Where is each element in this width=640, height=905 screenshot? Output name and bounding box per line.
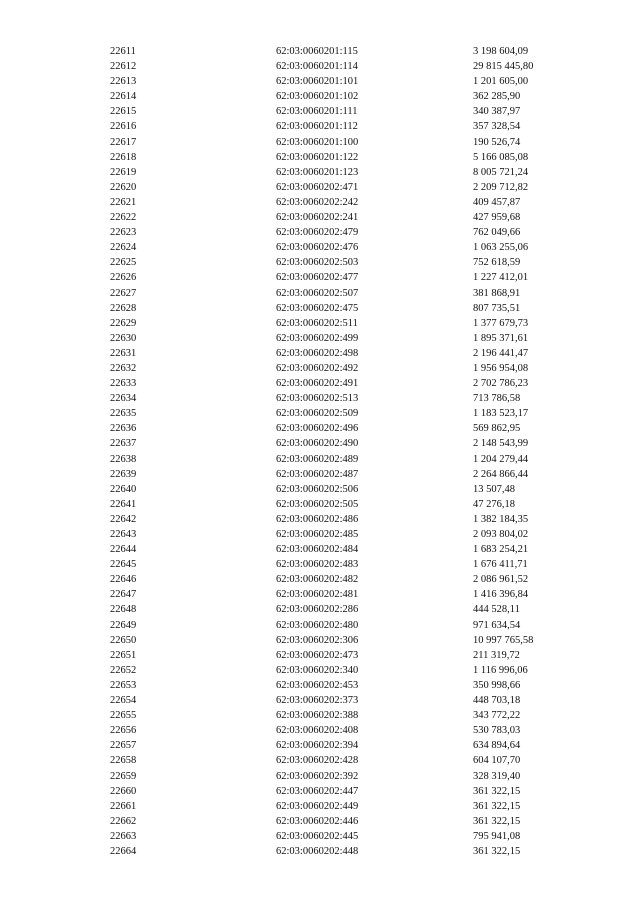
cadastral-number: 62:03:0060202:394	[276, 740, 359, 752]
cadastral-number: 62:03:0060202:513	[276, 393, 359, 405]
table-row	[0, 829, 640, 844]
table-row	[0, 301, 640, 316]
cadastral-number: 62:03:0060202:476	[276, 242, 359, 254]
row-number: 22643	[110, 529, 137, 540]
cadastral-value: 211 319,72	[473, 649, 520, 661]
cadastral-value: 2 093 804,02	[473, 529, 529, 540]
table-row	[0, 753, 640, 768]
cadastral-number: 62:03:0060202:447	[276, 785, 359, 797]
cadastral-value: 2 209 712,82	[473, 181, 529, 193]
cadastral-number: 62:03:0060202:388	[276, 710, 359, 722]
cadastral-value-table	[0, 44, 640, 859]
cadastral-value: 13 507,48	[473, 483, 515, 495]
cadastral-value: 10 997 765,58	[473, 634, 534, 646]
cadastral-value: 2 196 441,47	[473, 347, 529, 359]
table-row	[0, 286, 640, 301]
cadastral-number: 62:03:0060202:242	[276, 196, 359, 208]
cadastral-number: 62:03:0060202:477	[276, 272, 359, 284]
cadastral-value: 350 998,66	[473, 679, 521, 691]
row-number: 22656	[110, 725, 137, 737]
row-number: 22625	[110, 257, 137, 269]
cadastral-number: 62:03:0060202:491	[276, 378, 359, 390]
row-number: 22658	[110, 755, 137, 767]
table-row	[0, 814, 640, 829]
table-row	[0, 708, 640, 723]
row-number: 22644	[110, 544, 137, 556]
cadastral-number: 62:03:0060202:475	[276, 302, 359, 314]
cadastral-number: 62:03:0060202:496	[276, 423, 359, 435]
table-row	[0, 784, 640, 799]
row-number: 22621	[110, 196, 137, 208]
row-number: 22622	[110, 212, 137, 224]
cadastral-number: 62:03:0060201:123	[276, 166, 359, 178]
cadastral-number: 62:03:0060202:449	[276, 800, 359, 812]
row-number: 22636	[110, 423, 137, 435]
cadastral-number: 62:03:0060202:509	[276, 408, 359, 420]
cadastral-value: 340 387,97	[473, 106, 521, 118]
cadastral-number: 62:03:0060202:473	[276, 649, 359, 661]
table-row	[0, 150, 640, 165]
row-number: 22646	[110, 574, 137, 586]
table-row	[0, 240, 640, 255]
cadastral-number: 62:03:0060202:511	[276, 317, 358, 329]
row-number: 22641	[110, 498, 137, 510]
cadastral-number: 62:03:0060202:340	[276, 664, 359, 676]
cadastral-number: 62:03:0060202:448	[276, 845, 359, 857]
cadastral-number: 62:03:0060201:115	[276, 46, 358, 57]
cadastral-number: 62:03:0060202:485	[276, 529, 359, 540]
table-row	[0, 693, 640, 708]
cadastral-value: 634 894,64	[473, 740, 521, 752]
cadastral-value: 29 815 445,80	[473, 61, 534, 73]
table-row	[0, 406, 640, 421]
cadastral-value: 1 416 396,84	[473, 589, 529, 601]
row-number: 22613	[110, 76, 137, 88]
cadastral-value: 807 735,51	[473, 302, 521, 314]
row-number: 22632	[110, 362, 137, 374]
table-row	[0, 316, 640, 331]
cadastral-value: 2 702 786,23	[473, 378, 529, 390]
row-number: 22614	[110, 91, 137, 103]
cadastral-value: 2 264 866,44	[473, 468, 529, 480]
table-row	[0, 467, 640, 482]
cadastral-value: 361 322,15	[473, 845, 521, 857]
table-row	[0, 195, 640, 210]
table-row	[0, 527, 640, 542]
cadastral-value: 190 526,74	[473, 136, 521, 148]
table-row	[0, 346, 640, 361]
cadastral-number: 62:03:0060202:428	[276, 755, 359, 767]
cadastral-value: 343 772,22	[473, 710, 521, 722]
cadastral-value: 3 198 604,09	[473, 46, 529, 57]
cadastral-number: 62:03:0060202:499	[276, 332, 359, 344]
cadastral-value: 1 204 279,44	[473, 453, 529, 465]
row-number: 22616	[110, 121, 137, 133]
row-number: 22640	[110, 483, 137, 495]
table-row	[0, 557, 640, 572]
table-row	[0, 331, 640, 346]
cadastral-value: 2 148 543,99	[473, 438, 529, 450]
cadastral-value: 713 786,58	[473, 393, 521, 405]
cadastral-number: 62:03:0060202:505	[276, 498, 359, 510]
cadastral-number: 62:03:0060202:484	[276, 544, 359, 556]
table-row	[0, 799, 640, 814]
row-number: 22626	[110, 272, 137, 284]
cadastral-number: 62:03:0060202:489	[276, 453, 359, 465]
row-number: 22634	[110, 393, 137, 405]
cadastral-value: 2 086 961,52	[473, 574, 529, 586]
row-number: 22645	[110, 559, 137, 571]
row-number: 22630	[110, 332, 137, 344]
cadastral-number: 62:03:0060202:486	[276, 513, 359, 525]
cadastral-number: 62:03:0060202:481	[276, 589, 359, 601]
row-number: 22637	[110, 438, 137, 450]
row-number: 22664	[110, 845, 137, 857]
cadastral-number: 62:03:0060201:111	[276, 106, 358, 118]
row-number: 22651	[110, 649, 137, 661]
cadastral-value: 1 683 254,21	[473, 544, 529, 556]
table-row	[0, 618, 640, 633]
row-number: 22659	[110, 770, 137, 782]
cadastral-value: 444 528,11	[473, 604, 520, 616]
cadastral-number: 62:03:0060202:446	[276, 815, 359, 827]
row-number: 22663	[110, 830, 137, 842]
cadastral-number: 62:03:0060202:392	[276, 770, 359, 782]
table-row	[0, 270, 640, 285]
row-number: 22642	[110, 513, 137, 525]
cadastral-value: 448 703,18	[473, 695, 521, 707]
row-number: 22648	[110, 604, 137, 616]
cadastral-number: 62:03:0060202:482	[276, 574, 359, 586]
row-number: 22635	[110, 408, 137, 420]
cadastral-value: 1 895 371,61	[473, 332, 529, 344]
cadastral-number: 62:03:0060202:373	[276, 695, 359, 707]
row-number: 22627	[110, 287, 137, 299]
cadastral-value: 604 107,70	[473, 755, 521, 767]
table-row	[0, 165, 640, 180]
cadastral-value: 1 201 605,00	[473, 76, 529, 88]
cadastral-value: 381 868,91	[473, 287, 521, 299]
cadastral-number: 62:03:0060201:102	[276, 91, 359, 103]
cadastral-value: 569 862,95	[473, 423, 521, 435]
cadastral-number: 62:03:0060202:487	[276, 468, 359, 480]
table-row	[0, 633, 640, 648]
cadastral-value: 47 276,18	[473, 498, 515, 510]
cadastral-number: 62:03:0060201:100	[276, 136, 359, 148]
cadastral-value: 362 285,90	[473, 91, 521, 103]
cadastral-number: 62:03:0060202:479	[276, 227, 359, 239]
cadastral-value: 361 322,15	[473, 800, 521, 812]
table-row	[0, 512, 640, 527]
table-row	[0, 738, 640, 753]
cadastral-value: 971 634,54	[473, 619, 521, 631]
cadastral-value: 427 959,68	[473, 212, 521, 224]
table-row	[0, 497, 640, 512]
cadastral-value: 361 322,15	[473, 815, 521, 827]
row-number: 22618	[110, 151, 137, 163]
table-row	[0, 59, 640, 74]
table-row	[0, 89, 640, 104]
row-number: 22617	[110, 136, 137, 148]
cadastral-number: 62:03:0060202:498	[276, 347, 359, 359]
row-number: 22619	[110, 166, 137, 178]
table-row	[0, 135, 640, 150]
cadastral-value: 1 183 523,17	[473, 408, 529, 420]
cadastral-number: 62:03:0060202:445	[276, 830, 359, 842]
cadastral-value: 361 322,15	[473, 785, 521, 797]
table-row	[0, 452, 640, 467]
cadastral-number: 62:03:0060201:101	[276, 76, 359, 88]
cadastral-value: 530 783,03	[473, 725, 521, 737]
cadastral-number: 62:03:0060202:453	[276, 679, 359, 691]
cadastral-value: 752 618,59	[473, 257, 521, 269]
row-number: 22661	[110, 800, 137, 812]
cadastral-number: 62:03:0060201:112	[276, 121, 358, 133]
cadastral-number: 62:03:0060201:122	[276, 151, 359, 163]
cadastral-value: 1 227 412,01	[473, 272, 529, 284]
table-row	[0, 602, 640, 617]
cadastral-number: 62:03:0060202:492	[276, 362, 359, 374]
row-number: 22628	[110, 302, 137, 314]
cadastral-number: 62:03:0060202:490	[276, 438, 359, 450]
table-row	[0, 572, 640, 587]
row-number: 22647	[110, 589, 137, 601]
row-number: 22633	[110, 378, 137, 390]
table-row	[0, 180, 640, 195]
table-row	[0, 255, 640, 270]
table-row	[0, 678, 640, 693]
row-number: 22653	[110, 679, 137, 691]
cadastral-value: 795 941,08	[473, 830, 521, 842]
cadastral-value: 1 956 954,08	[473, 362, 529, 374]
table-row	[0, 225, 640, 240]
table-row	[0, 104, 640, 119]
cadastral-number: 62:03:0060202:471	[276, 181, 359, 193]
row-number: 22624	[110, 242, 137, 254]
table-row	[0, 210, 640, 225]
table-row	[0, 376, 640, 391]
row-number: 22639	[110, 468, 137, 480]
cadastral-number: 62:03:0060201:114	[276, 61, 358, 73]
table-row	[0, 648, 640, 663]
table-row	[0, 361, 640, 376]
table-row	[0, 391, 640, 406]
table-row	[0, 663, 640, 678]
cadastral-value: 1 063 255,06	[473, 242, 529, 254]
row-number: 22652	[110, 664, 137, 676]
cadastral-number: 62:03:0060202:408	[276, 725, 359, 737]
row-number: 22629	[110, 317, 137, 329]
table-row	[0, 74, 640, 89]
table-row	[0, 587, 640, 602]
cadastral-value: 409 457,87	[473, 196, 521, 208]
cadastral-number: 62:03:0060202:506	[276, 483, 359, 495]
cadastral-value: 5 166 085,08	[473, 151, 529, 163]
row-number: 22660	[110, 785, 137, 797]
row-number: 22650	[110, 634, 137, 646]
cadastral-number: 62:03:0060202:306	[276, 634, 359, 646]
row-number: 22612	[110, 61, 137, 73]
cadastral-value: 1 377 679,73	[473, 317, 529, 329]
row-number: 22611	[110, 46, 136, 57]
table-row	[0, 421, 640, 436]
cadastral-value: 357 328,54	[473, 121, 521, 133]
row-number: 22657	[110, 740, 137, 752]
row-number: 22623	[110, 227, 137, 239]
cadastral-value: 1 676 411,71	[473, 559, 528, 571]
cadastral-number: 62:03:0060202:286	[276, 604, 359, 616]
cadastral-number: 62:03:0060202:503	[276, 257, 359, 269]
table-row	[0, 436, 640, 451]
table-row	[0, 542, 640, 557]
cadastral-value: 762 049,66	[473, 227, 521, 239]
table-row	[0, 769, 640, 784]
cadastral-number: 62:03:0060202:507	[276, 287, 359, 299]
cadastral-number: 62:03:0060202:480	[276, 619, 359, 631]
cadastral-value: 1 116 996,06	[473, 664, 528, 676]
row-number: 22631	[110, 347, 137, 359]
row-number: 22654	[110, 695, 137, 707]
cadastral-value: 8 005 721,24	[473, 166, 529, 178]
table-row	[0, 119, 640, 134]
row-number: 22655	[110, 710, 137, 722]
row-number: 22662	[110, 815, 137, 827]
cadastral-number: 62:03:0060202:483	[276, 559, 359, 571]
row-number: 22620	[110, 181, 137, 193]
row-number: 22615	[110, 106, 137, 118]
cadastral-number: 62:03:0060202:241	[276, 212, 359, 224]
cadastral-value: 1 382 184,35	[473, 513, 529, 525]
table-row	[0, 482, 640, 497]
table-row	[0, 844, 640, 859]
table-row	[0, 44, 640, 59]
row-number: 22649	[110, 619, 137, 631]
table-row	[0, 723, 640, 738]
row-number: 22638	[110, 453, 137, 465]
cadastral-value: 328 319,40	[473, 770, 521, 782]
